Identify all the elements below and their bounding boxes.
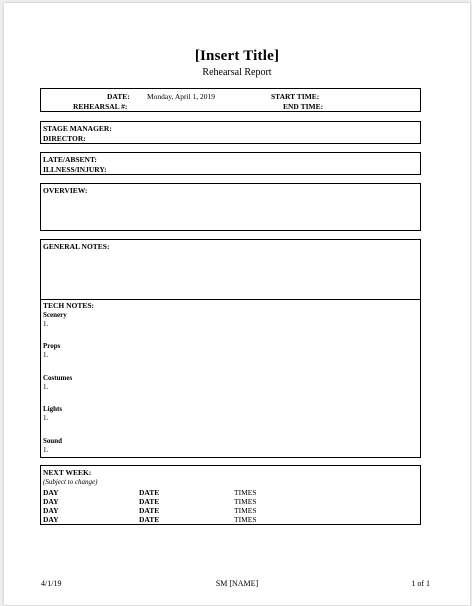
stage-manager-label: STAGE MANAGER:	[43, 124, 112, 133]
overview-label: OVERVIEW:	[43, 186, 88, 195]
general-notes-label: GENERAL NOTES:	[43, 242, 110, 251]
tech-item-scenery: 1.	[43, 320, 49, 328]
schedule-date: DATE	[139, 515, 160, 524]
notes-section	[40, 239, 421, 458]
footer-page-number: 1 of 1	[411, 579, 430, 588]
schedule-day: DAY	[43, 497, 59, 506]
attendance-section	[40, 152, 421, 175]
illness-injury-label: ILLNESS/INJURY:	[43, 165, 107, 174]
notes-divider	[41, 299, 420, 300]
next-week-note: (Subject to change)	[43, 478, 98, 486]
next-week-label: NEXT WEEK:	[43, 468, 92, 477]
overview-section	[40, 183, 421, 231]
schedule-times: TIMES	[234, 506, 257, 515]
document-subtitle: Rehearsal Report	[202, 67, 272, 78]
late-absent-label: LATE/ABSENT:	[43, 155, 97, 164]
schedule-times: TIMES	[234, 515, 257, 524]
next-week-section	[40, 465, 421, 525]
schedule-times: TIMES	[234, 488, 257, 497]
tech-item-lights: 1.	[43, 414, 49, 422]
tech-section-sound: Sound	[43, 437, 63, 445]
footer-author: SM [NAME]	[215, 579, 259, 588]
tech-item-sound: 1.	[43, 446, 49, 454]
schedule-date: DATE	[139, 497, 160, 506]
schedule-times: TIMES	[234, 497, 257, 506]
start-time-label: START TIME:	[271, 92, 320, 101]
date-time-section	[40, 88, 421, 112]
schedule-day: DAY	[43, 488, 59, 497]
tech-section-props: Props	[43, 342, 61, 350]
schedule-date: DATE	[139, 506, 160, 515]
director-label: DIRECTOR:	[43, 134, 86, 143]
schedule-date: DATE	[139, 488, 160, 497]
date-label: DATE:	[107, 92, 130, 101]
rehearsal-number-label: REHEARSAL #:	[73, 102, 128, 111]
tech-notes-label: TECH NOTES:	[43, 301, 95, 310]
document-page	[4, 3, 470, 605]
tech-section-lights: Lights	[43, 405, 63, 413]
tech-section-costumes: Costumes	[43, 374, 73, 382]
footer-date: 4/1/19	[41, 579, 62, 588]
document-title: [Insert Title]	[194, 48, 280, 64]
end-time-label: END TIME:	[283, 102, 324, 111]
staff-section	[40, 121, 421, 144]
schedule-day: DAY	[43, 515, 59, 524]
tech-item-costumes: 1.	[43, 383, 49, 391]
tech-item-props: 1.	[43, 351, 49, 359]
schedule-day: DAY	[43, 506, 59, 515]
date-value: Monday, April 1, 2019	[147, 92, 216, 101]
tech-section-scenery: Scenery	[43, 311, 67, 319]
